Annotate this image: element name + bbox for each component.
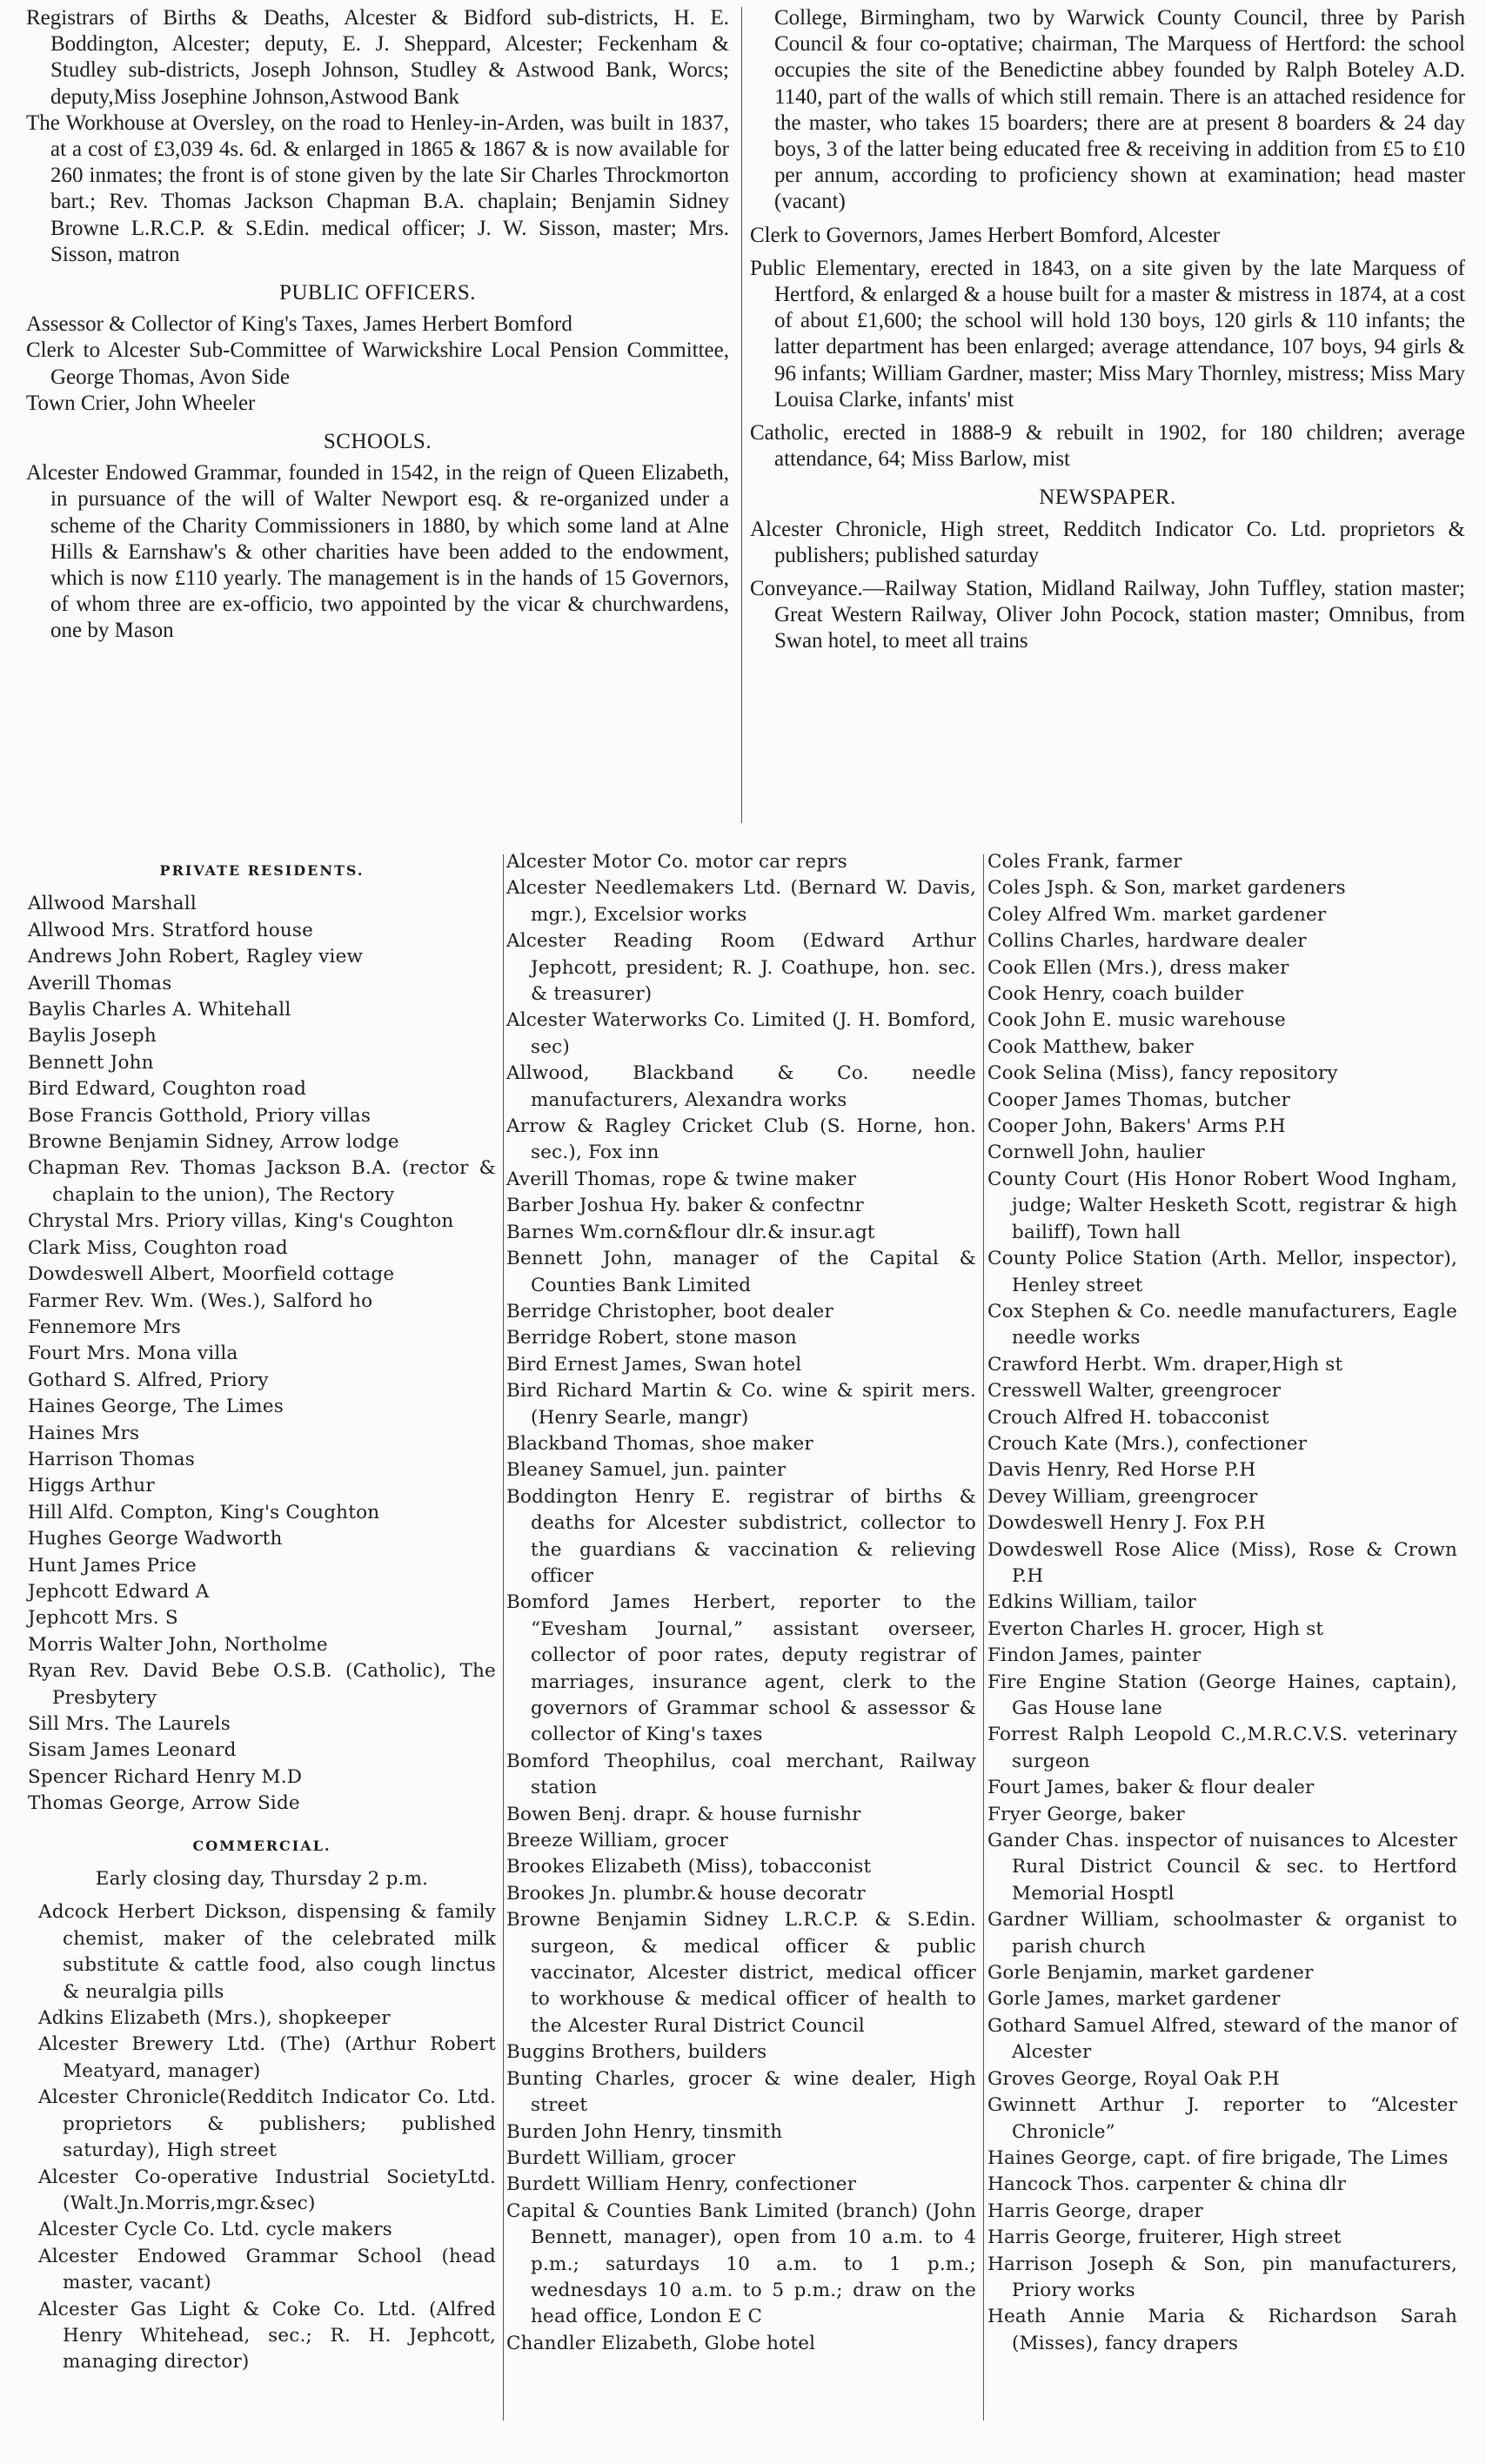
school-entry: Catholic, erected in 1888-9 & rebuilt in 1902, for 180 children; average attendance, 64; Miss Barlow, mist [750,421,1465,472]
resident-entry: Chapman Rev. Thomas Jackson B.A. (rector & chaplain to the union), The Rectory [28,1157,496,1206]
commercial-entry: Alcester Chronicle(Redditch Indicator Co. Ltd. proprietors & publishers; published saturday), High street [38,2086,496,2162]
commercial-entry: Alcester Brewery Ltd. (The) (Arthur Robert Meatyard, manager) [38,2033,496,2082]
column-divider [983,854,984,2420]
commercial-entry: Davis Henry, Red Horse P.H [987,1459,1256,1482]
conveyance-entry: Conveyance.—Railway Station, Midland Railway, John Tuffley, station master; Great Western Railway, Oliver John Pocock, station master; Omnibus, from Swan hotel, to meet all trains [750,577,1465,653]
commercial-entry: Crouch Kate (Mrs.), confectioner [987,1432,1308,1455]
commercial-entry: Alcester Endowed Grammar School (head master, vacant) [38,2245,496,2294]
resident-entry: Baylis Joseph [28,1025,157,1048]
commercial-list-col1 [28,1899,496,2375]
commercial-entry: Fire Engine Station (George Haines, captain), Gas House lane [987,1671,1457,1719]
bottom-column-2 [506,849,976,2357]
commercial-entry: Edkins William, tailor [987,1591,1197,1614]
commercial-entry: Dowdeswell Henry J. Fox P.H [987,1512,1266,1535]
commercial-entry: Alcester Co-operative Industrial SocietyLtd.(Walt.Jn.Morris,mgr.&sec) [38,2166,496,2214]
commercial-entry: Chandler Elizabeth, Globe hotel [506,2332,816,2354]
commercial-entry: Coles Frank, farmer [987,851,1182,873]
commercial-list-col2 [506,849,976,2357]
commercial-entry: Collins Charles, hardware dealer [987,930,1307,953]
resident-entry: Spencer Richard Henry M.D [28,1765,303,1788]
newspaper-heading: NEWSPAPER. [1039,485,1176,510]
commercial-entry: Brookes Elizabeth (Miss), tobacconist [506,1856,872,1878]
resident-entry: Clark Miss, Coughton road [28,1236,288,1259]
commercial-entry: Alcester Gas Light & Coke Co. Ltd. (Alfred Henry Whitehead, sec.; R. H. Jephcott, managing director) [38,2298,496,2374]
commercial-entry: Cresswell Walter, greengrocer [987,1380,1282,1403]
resident-entry: Hughes George Wadworth [28,1528,283,1550]
commercial-entry: Bunting Charles, grocer & wine dealer, High street [506,2067,976,2117]
resident-entry: Hill Alfd. Compton, King's Coughton [28,1501,380,1523]
newspaper-entry: Alcester Chronicle, High street, Redditch Indicator Co. Ltd. proprietors & publishers; published saturday [750,517,1465,567]
commercial-entry: Harrison Joseph & Son, pin manufacturers, Priory works [987,2253,1457,2301]
commercial-entry: Boddington Henry E. registrar of births & deaths for Alcester subdistrict, collector to the guardians & vaccination & relieving officer [506,1485,976,1587]
resident-entry: Higgs Arthur [28,1475,155,1497]
grammar-school-entry: Alcester Endowed Grammar, founded in 1542, in the reign of Queen Elizabeth, in pursuance of the will of Walter Newport esq. & re-organized under a scheme of the Charity Commissioners in 1880, by which some land at Alne Hills & Earnshaw's & other charities have been added to the endowment, which is now £110 yearly. The management is in the hands of 15 Governors, of whom three are ex-officio, two appointed by the vicar & churchwardens, one by Mason [26,461,729,643]
resident-entry: Browne Benjamin Sidney, Arrow lodge [28,1131,399,1154]
resident-entry: Hunt James Price [28,1554,197,1577]
commercial-entry: Bleaney Samuel, jun. painter [506,1459,787,1482]
resident-entry: Fourt Mrs. Mona villa [28,1342,238,1365]
commercial-entry: Burden John Henry, tinsmith [506,2120,783,2143]
public-officer-entry: Town Crier, John Wheeler [26,391,256,415]
public-officer-entry: Assessor & Collector of King's Taxes, James Herbert Bomford [26,312,572,337]
commercial-entry: Cooper James Thomas, butcher [987,1088,1291,1111]
commercial-entry: Berridge Christopher, boot dealer [506,1300,833,1322]
commercial-entry: Breeze William, grocer [506,1830,728,1852]
commercial-entry: Burdett William Henry, confectioner [506,2173,857,2196]
commercial-entry: Barber Joshua Hy. baker & confectnr [506,1195,864,1217]
commercial-entry: Capital & Counties Bank Limited (branch) (John Bennett, manager), open from 10 a.m. to 4 p.m.; saturdays 10 a.m. to 1 p.m.; wednesdays 10 a.m. to 5 p.m.; draw on the head office, London E C [506,2200,976,2328]
resident-entry: Jephcott Edward A [28,1580,210,1603]
commercial-entry: Cornwell John, haulier [987,1142,1205,1164]
private-residents-heading: PRIVATE RESIDENTS. [159,862,365,879]
commercial-entry: Devey William, greengrocer [987,1485,1258,1508]
private-residents-list [28,891,496,1817]
commercial-entry: Bowen Benj. drapr. & house furnishr [506,1803,861,1825]
commercial-entry: Gwinnett Arthur J. reporter to “Alcester Chronicle” [987,2094,1457,2143]
resident-entry: Baylis Charles A. Whitehall [28,999,291,1021]
commercial-entry: Everton Charles H. grocer, High st [987,1617,1324,1640]
commercial-entry: Gardner William, schoolmaster & organist to parish church [987,1909,1457,1958]
resident-entry: Thomas George, Arrow Side [28,1792,300,1815]
commercial-entry: Groves George, Royal Oak P.H [987,2067,1280,2090]
commercial-entry: Burdett William, grocer [506,2146,736,2169]
commercial-entry: Bird Richard Martin & Co. wine & spirit mers. (Henry Searle, mangr) [506,1380,976,1429]
commercial-entry: Cook Selina (Miss), fancy repository [987,1062,1338,1085]
resident-entry: Sill Mrs. The Laurels [28,1713,231,1735]
resident-entry: Morris Walter John, Northolme [28,1633,328,1656]
commercial-entry: Arrow & Ragley Cricket Club (S. Horne, hon. sec.), Fox inn [506,1115,976,1164]
commercial-entry: Dowdeswell Rose Alice (Miss), Rose & Crown P.H [987,1538,1457,1587]
schools-heading: SCHOOLS. [323,430,432,454]
commercial-entry: Alcester Cycle Co. Ltd. cycle makers [38,2219,392,2241]
commercial-entry: Coles Jsph. & Son, market gardeners [987,877,1346,900]
resident-entry: Harrison Thomas [28,1448,196,1470]
commercial-entry: Crawford Herbt. Wm. draper,High st [987,1353,1343,1376]
commercial-entry: Findon James, painter [987,1644,1202,1667]
commercial-entry: County Court (His Honor Robert Wood Ingham, judge; Walter Hesketh Scott, registrar & high bailiff), Town hall [987,1168,1457,1243]
commercial-entry: Adcock Herbert Dickson, dispensing & family chemist, maker of the celebrated milk substitute & cattle food, also cough linctus & neuralgia pills [38,1901,496,2003]
commercial-entry: Gander Chas. inspector of nuisances to Alcester Rural District Council & sec. to Hertford Memorial Hosptl [987,1830,1457,1905]
commercial-entry: Harris George, draper [987,2200,1203,2222]
commercial-entry: County Police Station (Arth. Mellor, inspector), Henley street [987,1248,1457,1296]
commercial-entry: Cook John E. music warehouse [987,1009,1286,1032]
commercial-entry: Forrest Ralph Leopold C.,M.R.C.V.S. veterinary surgeon [987,1724,1457,1772]
resident-entry: Andrews John Robert, Ragley view [28,946,364,968]
commercial-entry: Haines George, capt. of fire brigade, The Limes [987,2146,1449,2169]
commercial-entry: Allwood, Blackband & Co. needle manufacturers, Alexandra works [506,1062,976,1111]
commercial-entry: Bennett John, manager of the Capital & Counties Bank Limited [506,1248,976,1296]
commercial-entry: Cook Ellen (Mrs.), dress maker [987,956,1289,979]
commercial-entry: Heath Annie Maria & Richardson Sarah (Misses), fancy drapers [987,2306,1457,2354]
school-entry: Public Elementary, erected in 1843, on a site given by the late Marquess of Hertford, & enlarged & a house built for a master & mistress in 1874, at a cost of about £1,600; the school will hold 130 boys, 120 girls & 110 infants; the latter department has been enlarged; average attendance, 107 boys, 94 girls & 96 infants; William Gardner, master; Miss Mary Thornley, mistress; Miss Mary Louisa Clarke, infants' mist [750,256,1465,412]
commercial-list-col3 [987,849,1457,2357]
commercial-entry: Bomford Theophilus, coal merchant, Railway station [506,1750,976,1799]
commercial-entry: Harris George, fruiterer, High street [987,2226,1342,2249]
bottom-column-1 [28,849,496,2376]
commercial-entry: Buggins Brothers, builders [506,2041,767,2064]
column-divider [741,7,742,823]
resident-entry: Allwood Marshall [28,893,197,915]
commercial-entry: Cooper John, Bakers' Arms P.H [987,1115,1286,1138]
commercial-entry: Brookes Jn. plumbr.& house decoratr [506,1882,866,1905]
registrars-entry: Registrars of Births & Deaths, Alcester & Bidford sub-districts, H. E. Boddington, Alcester; deputy, E. J. Sheppard, Alcester; Feckenham & Studley sub-districts, Joseph Johnson, Studley & Astwood Bank, Worcs; deputy,Miss Josephine Johnson,Astwood Bank [26,6,729,109]
commercial-entry: Blackband Thomas, shoe maker [506,1432,813,1455]
column-divider [503,854,504,2420]
commercial-entry: Bird Ernest James, Swan hotel [506,1353,802,1376]
resident-entry: Bird Edward, Coughton road [28,1078,307,1101]
resident-entry: Haines George, The Limes [28,1396,284,1418]
resident-entry: Bose Francis Gotthold, Priory villas [28,1104,372,1127]
resident-entry: Gothard S. Alfred, Priory [28,1369,269,1391]
bottom-column-3 [987,849,1457,2357]
commercial-entry: Gorle Benjamin, market gardener [987,1962,1314,1985]
commercial-entry: Gorle James, market gardener [987,1988,1281,2011]
commercial-entry: Hancock Thos. carpenter & china dlr [987,2173,1347,2196]
commercial-entry: Adkins Elizabeth (Mrs.), shopkeeper [38,2007,391,2030]
top-right-column [750,5,1465,655]
commercial-heading: COMMERCIAL. [192,1837,331,1854]
resident-entry: Fennemore Mrs [28,1316,181,1338]
commercial-entry: Cook Matthew, baker [987,1035,1194,1058]
commercial-entry: Alcester Motor Co. motor car reprs [506,851,847,873]
public-officers-heading: PUBLIC OFFICERS. [278,281,477,305]
resident-entry: Chrystal Mrs. Priory villas, King's Coughton [28,1210,454,1233]
workhouse-entry: The Workhouse at Oversley, on the road to Henley-in-Arden, was built in 1837, at a cost of £3,039 4s. 6d. & enlarged in 1865 & 1867 & is now available for 260 inmates; the front is of stone given by the late Sir Charles Throckmorton bart.; Rev. Thomas Jackson Chapman B.A. chaplain; Benjamin Sidney Browne L.R.C.P. & S.Edin. medical officer; J. W. Sisson, master; Mrs. Sisson, matron [26,110,729,266]
commercial-entry: Alcester Reading Room (Edward Arthur Jephcott, president; R. J. Coathupe, hon. sec. & treasurer) [506,930,976,1006]
resident-entry: Sisam James Leonard [28,1739,237,1762]
commercial-entry: Barnes Wm.corn&flour dlr.& insur.agt [506,1221,875,1243]
resident-entry: Haines Mrs [28,1422,140,1444]
commercial-entry: Averill Thomas, rope & twine maker [506,1168,857,1190]
commercial-entry: Fryer George, baker [987,1803,1185,1825]
commercial-entry: Alcester Needlemakers Ltd. (Bernard W. Davis, mgr.), Excelsior works [506,877,976,926]
commercial-entry: Bomford James Herbert, reporter to the “Evesham Journal,” assistant overseer, collector of poor rates, deputy registrar of marriages, insurance agent, clerk to the governors of Grammar school & assessor & collector of King's taxes [506,1591,976,1746]
commercial-entry: Cook Henry, coach builder [987,983,1244,1006]
early-closing-note: Early closing day, Thursday 2 p.m. [95,1868,429,1891]
resident-entry: Ryan Rev. David Bebe O.S.B. (Catholic), The Presbytery [28,1660,496,1709]
commercial-entry: Browne Benjamin Sidney L.R.C.P. & S.Edin. surgeon, & medical officer & public vaccinator, Alcester district, medical officer to workhouse & medical officer of health to the Alcester Rural District Council [506,1909,976,2037]
resident-entry: Bennett John [28,1051,154,1074]
commercial-entry: Crouch Alfred H. tobacconist [987,1406,1269,1429]
commercial-entry: Fourt James, baker & flour dealer [987,1777,1315,1799]
top-left-column [26,5,729,645]
grammar-school-continued: College, Birmingham, two by Warwick County Council, three by Parish Council & four co-optative; chairman, The Marquess of Hertford: the school occupies the site of the Benedictine abbey founded by Ralph Boteley A.D. 1140, part of the walls of which still remain. There is an attached residence for the master, who takes 15 boarders; there are at present 8 boarders & 24 day boys, 3 of the latter being educated free & receiving in addition from £5 to £10 per annum, according to proficiency shown at examination; head master (vacant) [774,6,1465,214]
school-entry: Clerk to Governors, James Herbert Bomford, Alcester [750,223,1221,247]
resident-entry: Jephcott Mrs. S [28,1607,178,1630]
resident-entry: Dowdeswell Albert, Moorfield cottage [28,1263,395,1286]
public-officer-entry: Clerk to Alcester Sub-Committee of Warwickshire Local Pension Committee, George Thomas, Avon Side [26,338,729,389]
commercial-entry: Coley Alfred Wm. market gardener [987,903,1327,926]
resident-entry: Farmer Rev. Wm. (Wes.), Salford ho [28,1289,373,1312]
resident-entry: Averill Thomas [28,972,172,994]
commercial-entry: Alcester Waterworks Co. Limited (J. H. Bomford, sec) [506,1009,976,1058]
commercial-entry: Gothard Samuel Alfred, steward of the manor of Alcester [987,2014,1457,2064]
commercial-entry: Cox Stephen & Co. needle manufacturers, Eagle needle works [987,1300,1457,1349]
resident-entry: Allwood Mrs. Stratford house [28,919,314,941]
commercial-entry: Berridge Robert, stone mason [506,1327,797,1349]
